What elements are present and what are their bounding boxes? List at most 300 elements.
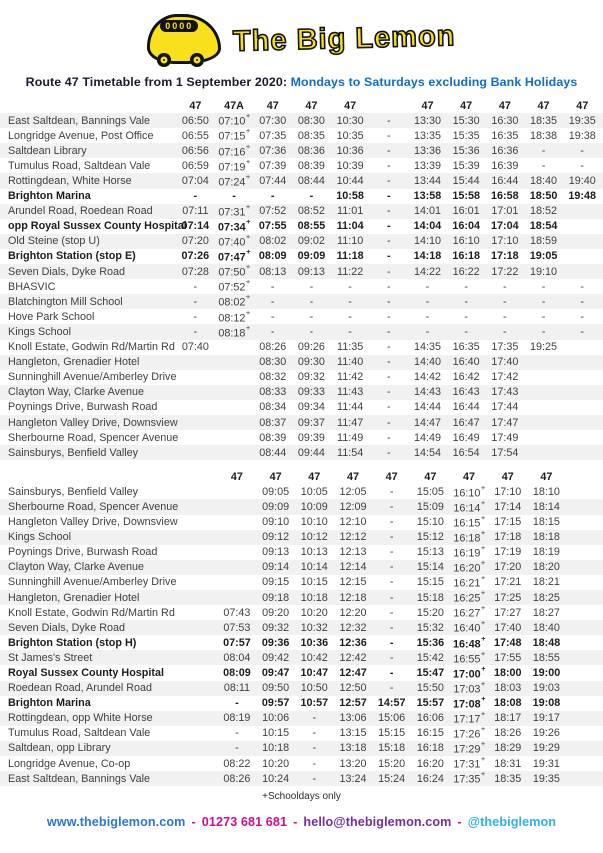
time-cell: - <box>386 129 391 142</box>
time-cell: 09:10 <box>262 516 290 529</box>
route-number-header: 47 <box>576 99 589 112</box>
route-number-header: 47 <box>189 99 202 112</box>
time-cell: 07:31+ <box>218 201 251 219</box>
time-cell: 11:35 <box>336 341 364 354</box>
page-title <box>0 75 603 89</box>
time-cell: 15:12 <box>416 531 444 544</box>
time-cell: 10:35 <box>336 129 364 142</box>
route-number-header: 47 <box>424 470 437 483</box>
time-cell: - <box>580 144 585 157</box>
time-cell: 18:08 <box>493 697 522 710</box>
time-cell: 15:44 <box>452 175 480 188</box>
time-cell: 08:33 <box>259 386 287 399</box>
time-cell: 19:05 <box>529 250 558 263</box>
time-cell: 07:53 <box>223 621 251 634</box>
time-cell: 18:50 <box>529 190 558 203</box>
time-cell: 17:43 <box>491 386 519 399</box>
table-row <box>0 756 603 771</box>
time-cell: 08:04 <box>223 651 251 664</box>
website-link[interactable]: www.thebiglemon.com <box>46 815 186 830</box>
time-cell: - <box>503 325 507 338</box>
time-cell: - <box>386 144 391 157</box>
time-cell: 16:40+ <box>453 618 486 636</box>
time-cell: - <box>270 310 275 323</box>
footer-separator: - <box>191 815 196 830</box>
schoolday-marker: + <box>245 171 251 181</box>
time-cell: 16:19+ <box>453 542 486 560</box>
route-number-header: 47A <box>224 99 244 112</box>
time-cell: 12:15 <box>339 576 367 589</box>
schoolday-marker: + <box>480 588 486 598</box>
time-cell: 07:19+ <box>218 156 251 174</box>
table-row <box>0 445 603 460</box>
time-cell: 17:26+ <box>453 724 486 741</box>
time-cell: - <box>270 295 275 308</box>
route-number-header: 47 <box>385 470 398 483</box>
time-cell: 09:33 <box>297 386 325 399</box>
stop-name: Seven Dials, Dyke Road <box>8 265 126 278</box>
schoolday-marker: + <box>480 482 486 492</box>
time-cell: 16:25+ <box>453 588 486 605</box>
time-cell: 16:06 <box>416 712 444 725</box>
time-cell: 08:39 <box>259 431 287 444</box>
twitter-handle[interactable]: @thebiglemon <box>467 815 557 830</box>
schoolday-marker: + <box>245 111 251 121</box>
time-cell: 11:54 <box>336 446 364 459</box>
schoolday-marker: + <box>480 512 486 522</box>
time-cell: 17:40 <box>491 356 519 369</box>
time-cell: 15:58 <box>452 190 480 203</box>
time-cell: 16:55+ <box>453 648 486 666</box>
table-row <box>0 499 603 514</box>
time-cell: 09:30 <box>297 356 325 369</box>
time-cell: 07:39 <box>259 159 287 172</box>
stop-name: Seven Dials, Dyke Road <box>8 621 126 634</box>
footer-separator: - <box>293 815 298 830</box>
table-row <box>0 542 603 560</box>
schoolday-marker: + <box>480 558 486 568</box>
stop-name: Poynings Drive, Burwash Road <box>8 546 158 559</box>
time-cell: 07:26 <box>181 250 210 263</box>
stop-name: Knoll Estate, Godwin Rd/Martin Rd <box>8 606 175 619</box>
schoolday-marker: + <box>480 603 486 613</box>
schoolday-marker: + <box>480 678 486 688</box>
time-cell: 11:18 <box>336 250 364 263</box>
time-cell: 15:14 <box>416 561 444 574</box>
time-cell: 09:37 <box>297 416 325 429</box>
route-number-header: 47 <box>344 99 357 112</box>
table-row <box>0 741 603 756</box>
time-cell: 19:48 <box>568 190 597 203</box>
time-cell: - <box>386 220 391 233</box>
time-cell: 07:30 <box>259 114 287 127</box>
stop-name: Sherbourne Road, Spencer Avenue <box>8 431 179 444</box>
time-cell: 07:47+ <box>218 247 251 264</box>
time-cell: - <box>425 310 430 323</box>
time-cell: 10:15 <box>262 727 290 740</box>
time-cell: 16:15+ <box>453 512 486 530</box>
time-cell: 18:38 <box>530 129 558 142</box>
time-cell: 09:14 <box>262 561 290 574</box>
schoolday-marker: + <box>480 709 486 718</box>
route-number-header: 47 <box>463 470 476 483</box>
lemon-bus-icon <box>147 14 221 64</box>
time-cell: - <box>389 546 394 559</box>
time-cell: 16:49 <box>452 431 480 444</box>
route-number-header: 47 <box>498 99 511 112</box>
stop-name: Brighton Marina <box>8 190 91 203</box>
time-cell: 12:05 <box>339 485 367 498</box>
table-row <box>0 143 603 158</box>
time-cell: - <box>389 606 394 619</box>
stop-name: Kings School <box>8 531 72 544</box>
stop-name: BHASVIC <box>8 280 56 293</box>
time-cell: 16:14+ <box>453 497 486 515</box>
time-cell: 16:40 <box>452 356 480 369</box>
schoolday-marker: + <box>245 126 251 136</box>
time-cell: 09:18 <box>262 591 290 604</box>
time-cell: 10:12 <box>300 531 328 544</box>
stop-name: Sunninghill Avenue/Amberley Drive <box>8 371 177 384</box>
time-cell: 07:52 <box>259 205 287 218</box>
time-cell: 16:58 <box>491 190 519 203</box>
time-cell: 07:50+ <box>218 262 251 279</box>
time-cell: 07:10+ <box>218 111 251 128</box>
time-cell: 19:38 <box>568 129 596 142</box>
time-cell: 12:47 <box>339 667 367 680</box>
time-cell: 10:36 <box>336 144 364 157</box>
time-cell: 15:13 <box>416 546 444 559</box>
stop-name: Blatchington Mill School <box>8 295 123 308</box>
time-cell: 16:47 <box>452 416 480 429</box>
schoolday-marker: + <box>245 277 251 287</box>
table-row <box>0 771 603 786</box>
title-days-part: Mondays to Saturdays excluding Bank Holidays <box>290 75 578 89</box>
time-cell: 07:44 <box>259 175 287 188</box>
timetable-return <box>0 469 603 786</box>
time-cell: - <box>309 325 314 338</box>
time-cell: - <box>464 310 468 323</box>
time-cell: 12:20 <box>339 606 367 619</box>
time-cell: 17:10 <box>491 235 519 248</box>
time-cell: - <box>541 159 546 172</box>
stop-name: Tumulus Road, Saltdean Vale <box>8 727 151 740</box>
route-number-header: 47 <box>537 99 550 112</box>
time-cell: 08:52 <box>297 205 325 218</box>
time-cell: 16:01 <box>452 205 480 218</box>
time-cell: - <box>541 295 546 308</box>
time-cell: 12:14 <box>339 561 367 574</box>
time-cell: 07:40 <box>181 341 209 354</box>
time-cell: - <box>464 280 468 293</box>
time-cell: 13:15 <box>339 727 367 740</box>
stop-name: Clayton Way, Clarke Avenue <box>8 386 145 399</box>
time-cell: 16:27+ <box>453 603 486 620</box>
stop-name: Saltdean Library <box>8 144 87 157</box>
table-row <box>0 430 603 445</box>
time-cell: - <box>193 280 198 293</box>
time-cell: 18:35 <box>530 114 558 127</box>
time-cell: 09:47 <box>261 667 290 680</box>
time-cell: 15:10 <box>416 516 444 529</box>
schoolday-marker: + <box>480 527 486 537</box>
stop-name: Hangleton, Grenadier Hotel <box>8 356 140 369</box>
time-cell: 18:17 <box>494 712 522 725</box>
time-cell: - <box>312 727 317 740</box>
schoolday-marker: + <box>480 573 486 583</box>
time-cell: 09:13 <box>262 546 290 559</box>
time-cell: 12:12 <box>339 531 367 544</box>
table-row <box>0 158 603 173</box>
time-cell: 17:10 <box>494 485 522 498</box>
stop-name: East Saltdean, Bannings Vale <box>8 114 151 127</box>
time-cell: 07:40+ <box>218 232 251 249</box>
table-row <box>0 173 603 188</box>
schoolday-marker: + <box>245 307 251 317</box>
time-cell: 11:22 <box>336 265 364 278</box>
time-cell: 14:40 <box>413 356 441 369</box>
footer-separator: - <box>457 815 462 830</box>
time-cell: 15:15 <box>378 727 406 740</box>
time-cell: - <box>425 280 430 293</box>
time-cell: 09:34 <box>297 401 325 414</box>
time-cell: 08:02 <box>259 235 287 248</box>
time-cell: 16:04 <box>452 220 480 233</box>
time-cell: 10:58 <box>336 190 364 203</box>
schoolday-marker: + <box>480 542 486 552</box>
schoolday-marker: + <box>481 663 486 673</box>
stop-name: Hangleton Valley Drive, Downsview <box>8 416 178 429</box>
schoolday-marker: + <box>245 201 251 211</box>
time-cell: 18:40 <box>532 621 560 634</box>
time-cell: - <box>312 742 317 755</box>
time-cell: 16:39 <box>491 159 519 172</box>
schoolday-marker: + <box>246 217 251 226</box>
time-cell: 12:36 <box>339 636 367 649</box>
stop-name: Arundel Road, Roedean Road <box>8 205 153 218</box>
time-cell: - <box>389 651 394 664</box>
schooldays-footnote: +Schooldays only <box>262 791 341 803</box>
time-cell: 10:10 <box>300 516 328 529</box>
time-cell: - <box>389 561 394 574</box>
table-row <box>0 113 603 128</box>
time-cell: - <box>232 190 236 203</box>
time-cell: - <box>389 516 394 529</box>
table-header-row <box>0 469 603 484</box>
time-cell: - <box>464 295 468 308</box>
time-cell: 14:49 <box>413 431 441 444</box>
time-cell: 12:18 <box>339 591 367 604</box>
brand-wordmark: The Big Lemon <box>232 19 457 58</box>
route-number-header: 47 <box>421 99 434 112</box>
stop-name: Kings School <box>8 325 72 338</box>
table-row <box>0 678 603 696</box>
time-cell: 17:42 <box>491 371 519 384</box>
time-cell: 15:05 <box>416 485 444 498</box>
table-row <box>0 309 603 324</box>
time-cell: - <box>389 682 394 695</box>
time-cell: 09:42 <box>262 651 290 664</box>
time-cell: 10:05 <box>300 485 328 498</box>
time-cell: 10:32 <box>300 621 328 634</box>
time-cell: 10:13 <box>300 546 328 559</box>
time-cell: 11:40 <box>336 356 364 369</box>
time-cell: 15:32 <box>416 621 444 634</box>
time-cell: 11:47 <box>336 416 364 429</box>
time-cell: 19:17 <box>532 712 560 725</box>
time-cell: 19:26 <box>532 727 560 740</box>
time-cell: 15:20 <box>378 757 406 770</box>
stop-name: East Saltdean, Bannings Vale <box>8 772 151 785</box>
time-cell: 10:18 <box>262 742 290 755</box>
schoolday-marker: + <box>245 262 251 272</box>
time-cell: 17:35+ <box>453 769 486 786</box>
time-cell: 15:36 <box>452 144 480 157</box>
time-cell: 14:47 <box>413 416 441 429</box>
time-cell: 08:18+ <box>218 322 251 340</box>
stop-name: Sherbourne Road, Spencer Avenue <box>8 500 179 513</box>
schoolday-marker: + <box>245 322 251 332</box>
time-cell: 16:18 <box>452 250 480 263</box>
time-cell: - <box>309 280 314 293</box>
time-cell: - <box>386 190 391 203</box>
time-cell: 17:27 <box>494 606 522 619</box>
time-cell: 09:13 <box>297 265 325 278</box>
stop-name: Royal Sussex County Hospital <box>8 667 164 680</box>
time-cell: 10:30 <box>336 114 364 127</box>
route-number-header: 47 <box>305 99 318 112</box>
stop-name: Brighton Marina <box>8 697 91 710</box>
time-cell: 08:55 <box>297 220 326 233</box>
schoolday-marker: + <box>480 648 486 658</box>
time-cell: 08:26 <box>259 341 287 354</box>
time-cell: 17:03+ <box>453 678 486 696</box>
time-cell: 17:00+ <box>453 663 486 681</box>
time-cell: 18:59 <box>530 235 558 248</box>
table-row <box>0 605 603 620</box>
email-link[interactable]: hello@thebiglemon.com <box>303 815 452 830</box>
time-cell: 16:48+ <box>453 633 486 651</box>
time-cell: 19:08 <box>532 697 561 710</box>
time-cell: - <box>386 416 391 429</box>
stop-name: opp Royal Sussex County Hospital <box>8 220 187 233</box>
time-cell: 14:22 <box>413 265 441 278</box>
stop-name: Longridge Avenue, Post Office <box>8 129 154 142</box>
time-cell: 15:50 <box>416 682 444 695</box>
time-cell: 07:11 <box>182 205 209 218</box>
time-cell: 19:40 <box>568 175 596 188</box>
time-cell: 10:20 <box>300 606 328 619</box>
time-cell: 17:31+ <box>453 754 486 771</box>
time-cell: 15:24 <box>378 772 406 785</box>
time-cell: 18:26 <box>494 727 522 740</box>
time-cell: 19:00 <box>532 667 561 680</box>
title-route-part: Route 47 Timetable from 1 September 2020: <box>25 75 288 89</box>
time-cell: 14:43 <box>413 386 441 399</box>
time-cell: 10:09 <box>300 500 328 513</box>
time-cell: - <box>270 325 275 338</box>
time-cell: 10:20 <box>262 757 290 770</box>
time-cell: - <box>386 356 391 369</box>
time-cell: 16:10+ <box>453 482 486 500</box>
time-cell: 15:47 <box>416 667 445 680</box>
time-cell: 09:32 <box>262 621 290 634</box>
table-row <box>0 249 603 264</box>
schoolday-marker: + <box>480 769 486 779</box>
schoolday-marker: + <box>245 292 251 302</box>
time-cell: 15:18 <box>378 742 406 755</box>
route-number-header: 47 <box>460 99 473 112</box>
stop-name: Hangleton, Grenadier Hotel <box>8 591 140 604</box>
time-cell: 19:03 <box>532 682 560 695</box>
table-row <box>0 527 603 545</box>
time-cell: 10:42 <box>300 651 328 664</box>
time-cell: - <box>386 310 391 323</box>
table-row <box>0 324 603 339</box>
time-cell: - <box>386 250 391 263</box>
schoolday-marker: + <box>480 497 486 507</box>
time-cell: - <box>386 235 391 248</box>
time-cell: 16:24 <box>416 772 444 785</box>
time-cell: 09:09 <box>297 250 326 263</box>
stop-name: Brighton Station (stop H) <box>8 636 137 649</box>
time-cell: - <box>580 280 585 293</box>
stop-name: Saltdean, opp Library <box>8 742 111 755</box>
time-cell: - <box>425 295 430 308</box>
time-cell: - <box>270 280 275 293</box>
time-cell: 08:37 <box>259 416 287 429</box>
schoolday-marker: + <box>480 739 486 749</box>
time-cell: 16:44 <box>491 175 519 188</box>
time-cell: 09:36 <box>261 636 290 649</box>
time-cell: 14:54 <box>413 446 441 459</box>
time-cell: - <box>193 190 198 203</box>
time-cell: 09:44 <box>297 446 325 459</box>
time-cell: 11:44 <box>336 401 364 414</box>
table-row <box>0 201 603 219</box>
time-cell: 16:43 <box>452 386 480 399</box>
time-cell: 18:48 <box>532 636 561 649</box>
table-row <box>0 294 603 309</box>
stop-name: Sunninghill Avenue/Amberley Drive <box>8 576 177 589</box>
time-cell: 14:44 <box>413 401 441 414</box>
time-cell: - <box>348 280 352 293</box>
time-cell: - <box>235 742 239 755</box>
time-cell: 10:44 <box>336 175 364 188</box>
time-cell: 09:12 <box>262 531 290 544</box>
time-cell: 16:20+ <box>453 558 486 575</box>
table-row <box>0 665 603 680</box>
schoolday-marker: + <box>480 754 486 764</box>
time-cell: 12:13 <box>339 546 367 559</box>
time-cell: 17:14 <box>494 500 522 513</box>
time-cell: 15:35 <box>452 129 480 142</box>
time-cell: - <box>348 325 352 338</box>
time-cell: 14:35 <box>413 341 441 354</box>
time-cell: 10:18 <box>300 591 328 604</box>
time-cell: - <box>580 159 585 172</box>
time-cell: - <box>541 325 546 338</box>
time-cell: - <box>235 727 239 740</box>
time-cell: 10:24 <box>262 772 290 785</box>
time-cell: 09:32 <box>297 371 325 384</box>
table-header-row <box>0 98 603 113</box>
time-cell: 12:09 <box>339 500 367 513</box>
time-cell: 08:11 <box>223 682 251 695</box>
time-cell: - <box>389 500 394 513</box>
table-row <box>0 726 603 741</box>
time-cell: 15:57 <box>416 697 445 710</box>
